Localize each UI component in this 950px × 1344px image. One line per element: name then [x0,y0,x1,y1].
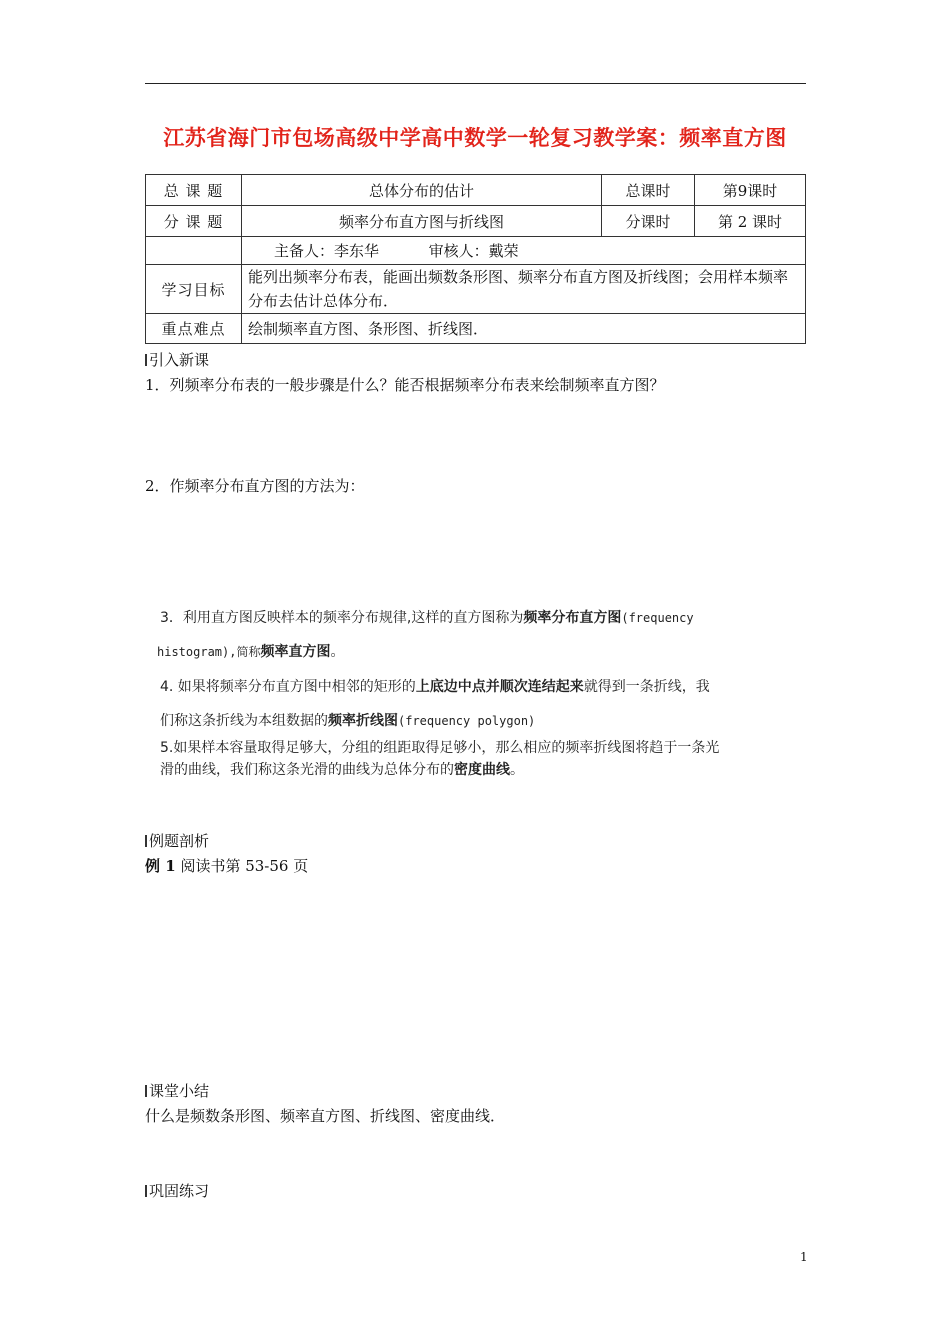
note-3-line-1: 3．利用直方图反映样本的频率分布规律,这样的直方图称为频率分布直方图(frequency [160,610,694,626]
cell-topic: 总体分布的估计 [242,175,602,206]
cell-hours-value: 第9课时 [695,175,806,206]
cell-label: 学习目标 [146,265,242,314]
section-marker [145,835,147,847]
cell-label: 重点难点 [146,314,242,344]
section-example [145,830,209,851]
document-title: 江苏省海门市包场高级中学高中数学一轮复习教学案：频率直方图 [163,125,787,150]
section-marker [145,1085,147,1097]
cell-empty [146,237,242,265]
question-2: 2．作频率分布直方图的方法为： [145,477,365,495]
lesson-info-table [145,174,806,344]
page-number: 1 [800,1250,808,1264]
note-5-line-2: 滑的曲线，我们称这条光滑的曲线为总体分布的密度曲线。 [160,762,524,778]
table-row [146,265,806,314]
section-marker [145,1185,147,1197]
reviewer: 审核人：戴荣 [428,242,519,260]
note-4-line-1: 4. 如果将频率分布直方图中相邻的矩形的上底边中点并顺次连结起来就得到一条折线，我 [160,679,710,695]
note-4-line-2: 们称这条折线为本组数据的频率折线图(frequency polygon) [160,713,536,729]
note-5-line-1: 5.如果样本容量取得足够大，分组的组距取得足够小，那么相应的频率折线图将趋于一条光 [160,740,720,756]
table-row [146,237,806,265]
cell-key-points: 绘制频率直方图、条形图、折线图． [242,314,806,344]
cell-staff [242,237,806,265]
section-intro [145,349,209,370]
section-summary [145,1080,209,1101]
section-practice [145,1180,209,1201]
section-heading: 巩固练习 [149,1182,210,1200]
section-heading: 课堂小结 [149,1082,210,1100]
section-marker [145,354,147,366]
table-row [146,206,806,237]
cell-label: 分 课 题 [146,206,242,237]
cell-hours-value: 第 2 课时 [695,206,806,237]
table-row [146,175,806,206]
section-heading: 引入新课 [149,351,210,369]
summary-text: 什么是频数条形图、频率直方图、折线图、密度曲线． [145,1107,506,1125]
example-1 [145,855,308,876]
cell-goal: 能列出频率分布表，能画出频数条形图、频率分布直方图及折线图；会用样本频率分布去估计总体分布． [242,265,806,314]
cell-topic: 频率分布直方图与折线图 [242,206,602,237]
cell-hours-label: 分课时 [602,206,695,237]
preparer: 主备人：李东华 [274,242,380,260]
table-row [146,314,806,344]
cell-hours-label: 总课时 [602,175,695,206]
section-heading: 例题剖析 [149,832,210,850]
example-text: 阅读书第 53-56 页 [180,857,309,875]
header-rule [145,83,806,84]
cell-label: 总 课 题 [146,175,242,206]
example-label: 例 1 [145,857,176,875]
question-1: 1．列频率分布表的一般步骤是什么？能否根据频率分布表来绘制频率直方图？ [145,376,665,394]
note-3-line-2: histogram),简称频率直方图。 [157,644,345,660]
